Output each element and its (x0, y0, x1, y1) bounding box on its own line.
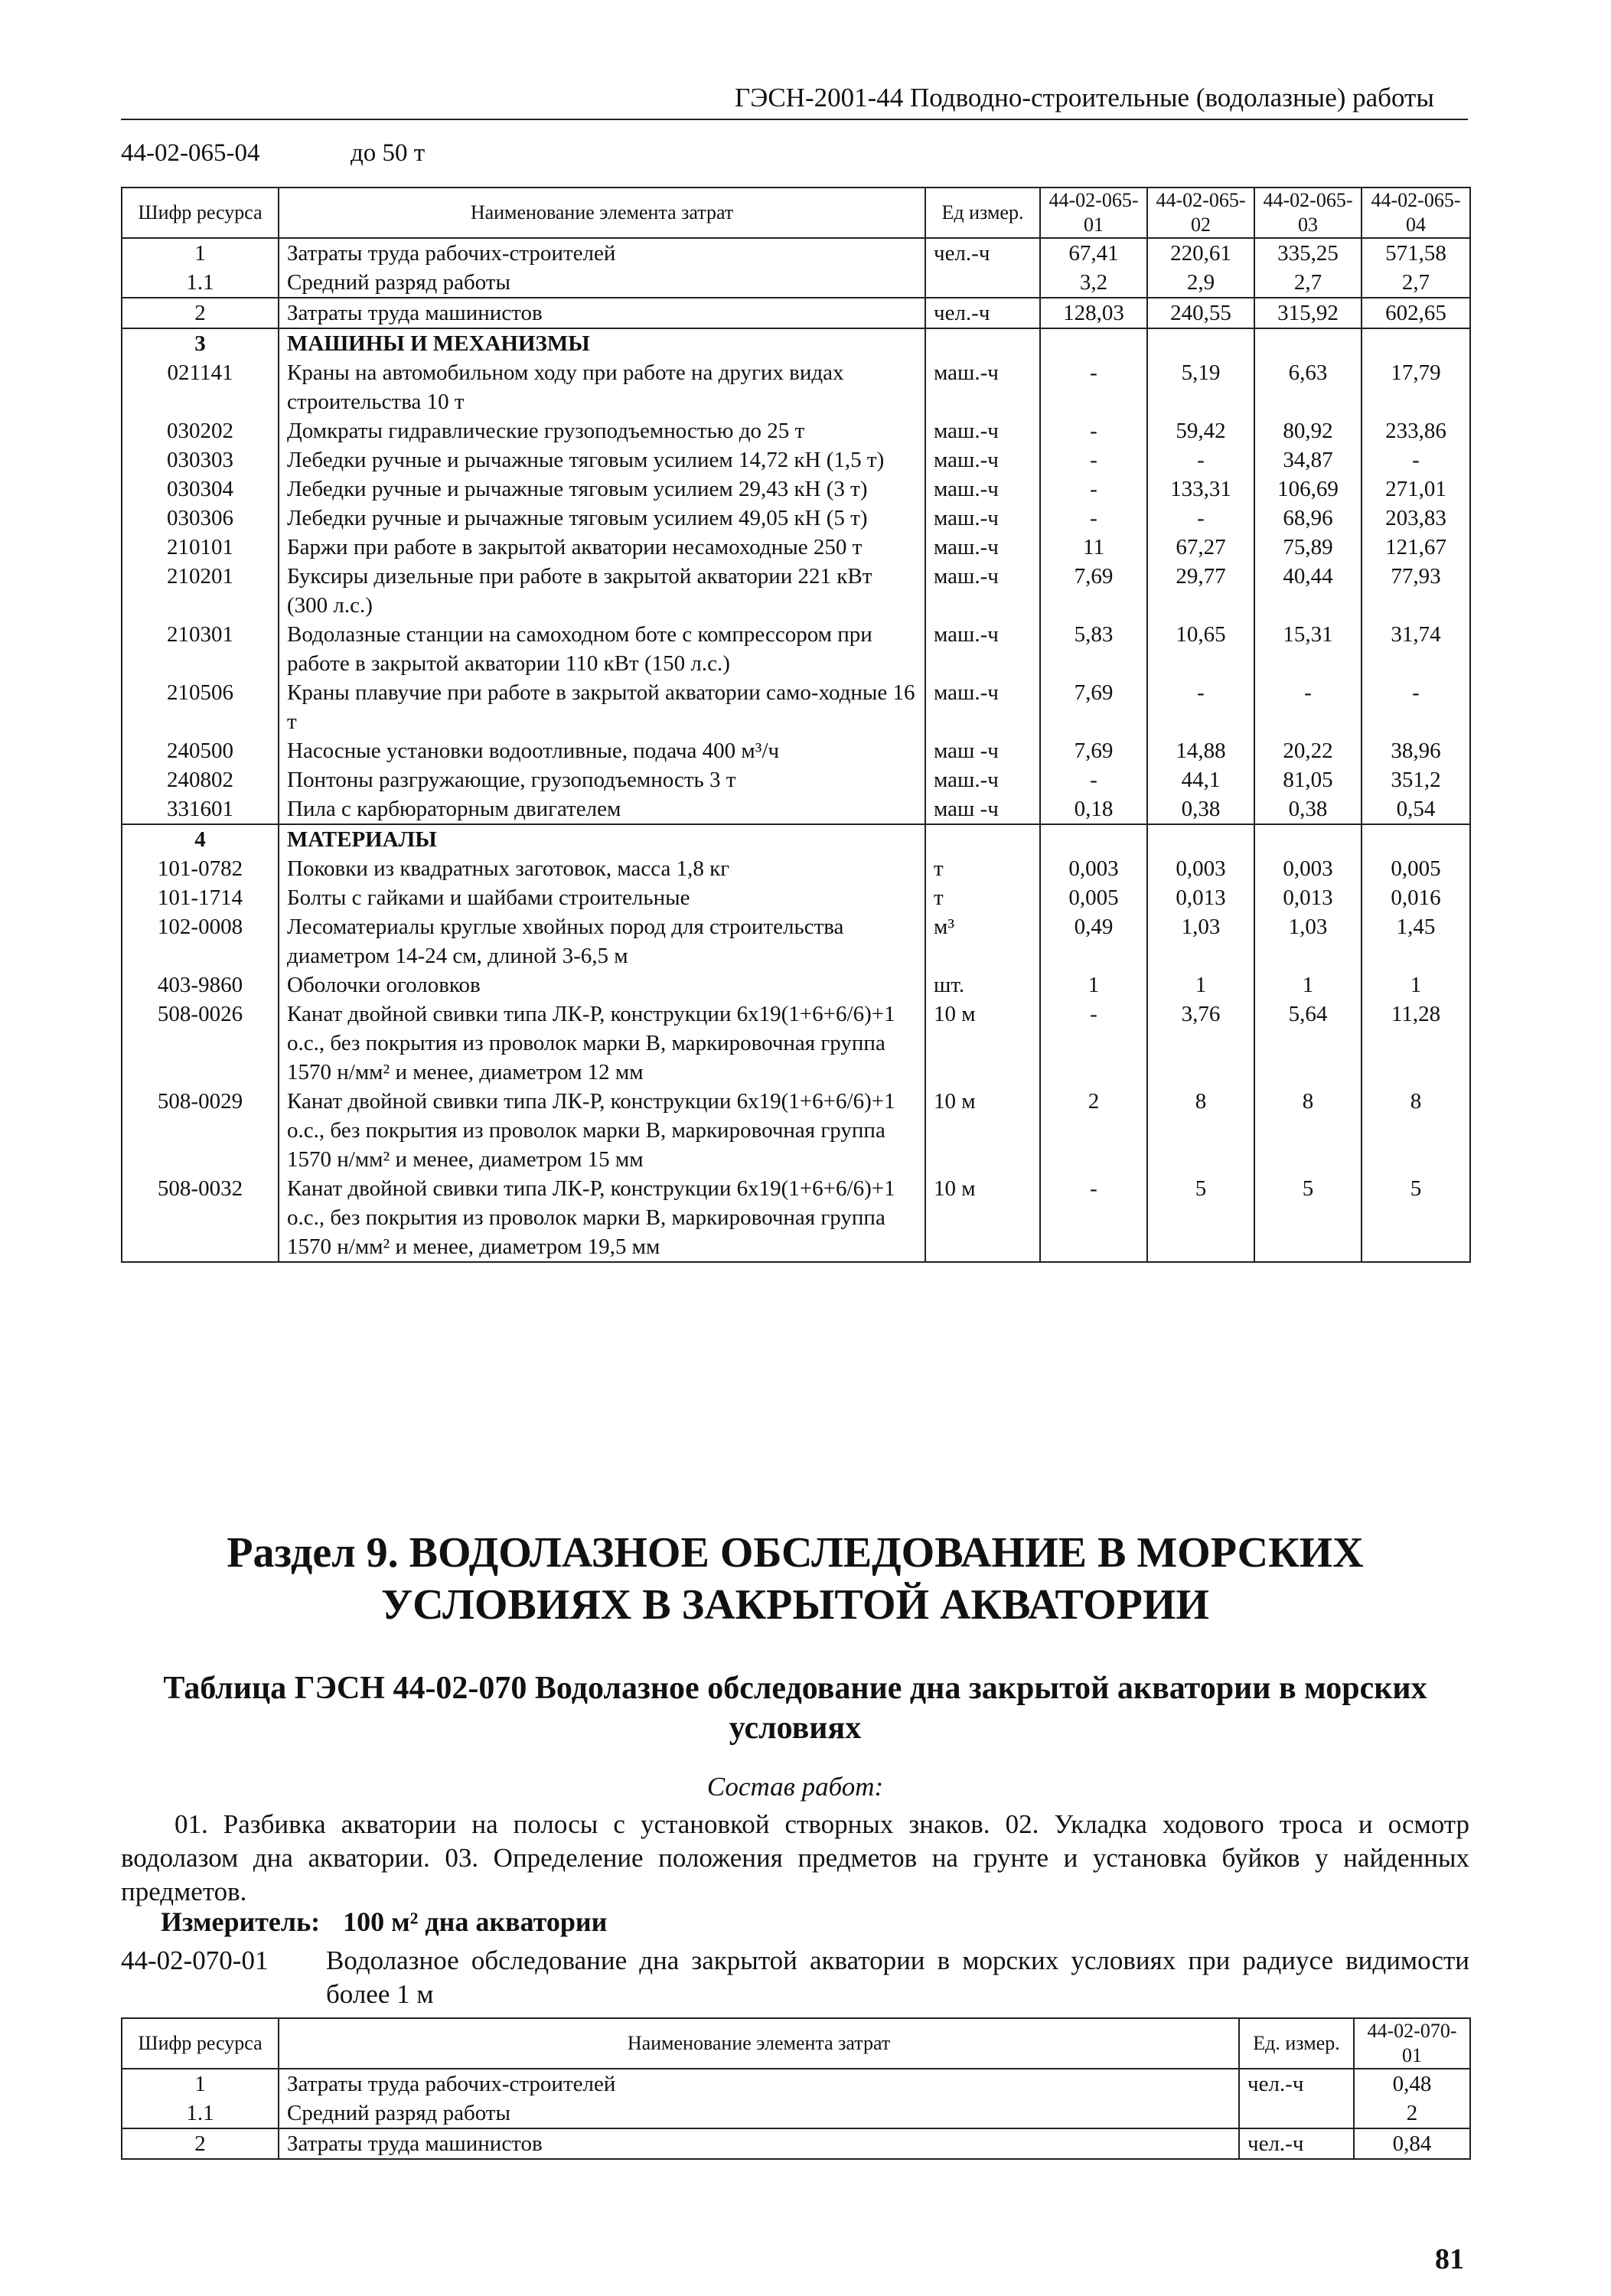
cell-unit: т (925, 854, 1040, 883)
table-header-row (122, 188, 1470, 238)
cell-value-3: 0,003 (1254, 854, 1362, 883)
cell-value-3: 335,25 (1254, 238, 1362, 268)
cell-value-4: - (1362, 445, 1470, 475)
cell-value-3: 68,96 (1254, 504, 1362, 533)
cell-value-1: 0,49 (1040, 912, 1147, 970)
cell-code: 403-9860 (122, 970, 279, 1000)
cell-code: 508-0029 (122, 1087, 279, 1174)
cell-value-1: 128,03 (1040, 298, 1147, 328)
cell-value-4: 11,28 (1362, 1000, 1470, 1087)
cell-unit (925, 268, 1040, 298)
table-row (122, 416, 1470, 445)
col-header-c2: 44-02-065-02 (1147, 188, 1254, 238)
cell-value-2: 29,77 (1147, 562, 1254, 620)
cell-code: 508-0026 (122, 1000, 279, 1087)
cell-code: 2 (122, 2128, 279, 2159)
table-title: Таблица ГЭСН 44-02-070 Водолазное обследование дна закрытой акватории в морских условиях (163, 1671, 1427, 1746)
cell-value-1: - (1040, 445, 1147, 475)
col-header-cipher: Шифр ресурса (122, 188, 279, 238)
cell-value-1: 5,83 (1040, 620, 1147, 678)
table-row (122, 504, 1470, 533)
cell-unit: 10 м (925, 1000, 1040, 1087)
cell-value-3: 80,92 (1254, 416, 1362, 445)
cell-value-1: 7,69 (1040, 678, 1147, 736)
cell-value-3: 75,89 (1254, 533, 1362, 562)
cell-name: Краны плавучие при работе в закрытой акватории само-ходные 16 т (279, 678, 925, 736)
meter-label: Измеритель: (161, 1906, 321, 1937)
cell-value-1: 7,69 (1040, 562, 1147, 620)
cell-unit: чел.-ч (925, 298, 1040, 328)
table-row (122, 562, 1470, 620)
cell-name: Средний разряд работы (279, 268, 925, 298)
cell-value-3: 1,03 (1254, 912, 1362, 970)
cell-value-3: 20,22 (1254, 736, 1362, 765)
cell-value-2: - (1147, 445, 1254, 475)
cell-code: 101-1714 (122, 883, 279, 912)
cell-value-3: 5,64 (1254, 1000, 1362, 1087)
works-composition-text: 01. Разбивка акватории на полосы с установкой створных знаков. 02. Укладка ходового троса и осмотр водолазом дна акватории. 03. Определение положения предметов на грунте и установка буйков у найденных предметов. (121, 1809, 1469, 1906)
table-row (122, 912, 1470, 970)
cell-unit: маш.-ч (925, 678, 1040, 736)
cell-value-1: 11 (1040, 533, 1147, 562)
cell-value-4: 17,79 (1362, 358, 1470, 416)
cell-value-3: 106,69 (1254, 475, 1362, 504)
table-row (122, 445, 1470, 475)
cell-value-3: 6,63 (1254, 358, 1362, 416)
cell-code: 210101 (122, 533, 279, 562)
cell-value-4: 571,58 (1362, 238, 1470, 268)
cell-name: Канат двойной свивки типа ЛК-Р, конструкции 6x19(1+6+6/6)+1 о.с., без покрытия из проволок марки В, маркировочная группа 1570 н/мм² и менее, диаметром 15 мм (279, 1087, 925, 1174)
cell-value-4: 77,93 (1362, 562, 1470, 620)
cell-code: 1.1 (122, 268, 279, 298)
cell-name: Затраты труда рабочих-строителей (279, 238, 925, 268)
cell-value-2: 133,31 (1147, 475, 1254, 504)
resources-table-065 (121, 187, 1471, 1263)
table-row (122, 1000, 1470, 1087)
cell-value-4: 271,01 (1362, 475, 1470, 504)
cell-value-1: - (1040, 475, 1147, 504)
cell-value-4: 1 (1362, 970, 1470, 1000)
cell-value-1: - (1040, 358, 1147, 416)
norm-code-desc: до 50 т (351, 139, 426, 167)
cell-name: Насосные установки водоотливные, подача 400 м³/ч (279, 736, 925, 765)
cell-value-3: 2,7 (1254, 268, 1362, 298)
cell-unit: м³ (925, 912, 1040, 970)
cell-value-1: 2 (1354, 2099, 1470, 2128)
section-title: Раздел 9. ВОДОЛАЗНОЕ ОБСЛЕДОВАНИЕ В МОРСКИХ УСЛОВИЯХ В ЗАКРЫТОЙ АКВАТОРИИ (227, 1529, 1364, 1629)
cell-value-4: 0,016 (1362, 883, 1470, 912)
cell-code: 1.1 (122, 2099, 279, 2128)
cell-name: Буксиры дизельные при работе в закрытой акватории 221 кВт (300 л.с.) (279, 562, 925, 620)
cell-unit: маш.-ч (925, 475, 1040, 504)
cell-value-2: 14,88 (1147, 736, 1254, 765)
cell-name: Лебедки ручные и рычажные тяговым усилием 14,72 кН (1,5 т) (279, 445, 925, 475)
norm-code: 44-02-065-04 (121, 139, 260, 167)
table-row (122, 358, 1470, 416)
cell-code: 240802 (122, 765, 279, 794)
cell-unit: маш.-ч (925, 765, 1040, 794)
resources-table-070 (121, 2017, 1471, 2160)
cell-unit: маш.-ч (925, 416, 1040, 445)
col-header-cipher: Шифр ресурса (122, 2018, 279, 2069)
cell-unit: маш.-ч (925, 562, 1040, 620)
cell-value-4: 351,2 (1362, 765, 1470, 794)
cell-code: 210301 (122, 620, 279, 678)
cell-name: Затраты труда машинистов (279, 298, 925, 328)
cell-value-4: 121,67 (1362, 533, 1470, 562)
cell-name: Водолазные станции на самоходном боте с компрессором при работе в закрытой акватории 110 кВт (150 л.с.) (279, 620, 925, 678)
cell-value-2: 44,1 (1147, 765, 1254, 794)
table-row (122, 854, 1470, 883)
cell-value-1: 0,84 (1354, 2128, 1470, 2159)
col-header-c1: 44-02-070-01 (1354, 2018, 1470, 2069)
col-header-c1: 44-02-065-01 (1040, 188, 1147, 238)
norm-code-070: 44-02-070-01 (121, 1945, 269, 1975)
cell-value-1: 0,005 (1040, 883, 1147, 912)
col-header-unit: Ед измер. (925, 188, 1040, 238)
cell-name: МАТЕРИАЛЫ (279, 824, 925, 854)
cell-value-2: - (1147, 678, 1254, 736)
cell-value-3: 0,013 (1254, 883, 1362, 912)
cell-code: 210506 (122, 678, 279, 736)
cell-code: 1 (122, 238, 279, 268)
cell-value-4 (1362, 824, 1470, 854)
table-row (122, 2069, 1470, 2099)
cell-value-2: 59,42 (1147, 416, 1254, 445)
cell-code: 102-0008 (122, 912, 279, 970)
cell-value-4: - (1362, 678, 1470, 736)
cell-value-4: 602,65 (1362, 298, 1470, 328)
cell-value-2: 8 (1147, 1087, 1254, 1174)
cell-name: Лебедки ручные и рычажные тяговым усилием 29,43 кН (3 т) (279, 475, 925, 504)
cell-value-4: 233,86 (1362, 416, 1470, 445)
cell-unit: 10 м (925, 1174, 1040, 1262)
table-row (122, 475, 1470, 504)
cell-value-1: 2 (1040, 1087, 1147, 1174)
cell-value-2: 0,003 (1147, 854, 1254, 883)
cell-code: 101-0782 (122, 854, 279, 883)
cell-value-3: 81,05 (1254, 765, 1362, 794)
norm-code-line (121, 139, 426, 168)
cell-code: 030202 (122, 416, 279, 445)
cell-value-1: 0,18 (1040, 794, 1147, 824)
cell-name: Краны на автомобильном ходу при работе на других видах строительства 10 т (279, 358, 925, 416)
cell-value-3: 5 (1254, 1174, 1362, 1262)
cell-value-1: 67,41 (1040, 238, 1147, 268)
cell-unit: шт. (925, 970, 1040, 1000)
cell-name: Средний разряд работы (279, 2099, 1239, 2128)
cell-unit: чел.-ч (1239, 2128, 1354, 2159)
table-row (122, 268, 1470, 298)
cell-value-2: 220,61 (1147, 238, 1254, 268)
cell-unit: маш -ч (925, 794, 1040, 824)
cell-value-4: 0,54 (1362, 794, 1470, 824)
cell-value-1 (1040, 328, 1147, 358)
cell-code: 508-0032 (122, 1174, 279, 1262)
table-row (122, 533, 1470, 562)
cell-code: 210201 (122, 562, 279, 620)
cell-unit (925, 328, 1040, 358)
cell-value-2: 3,76 (1147, 1000, 1254, 1087)
col-header-c3: 44-02-065-03 (1254, 188, 1362, 238)
cell-name: Канат двойной свивки типа ЛК-Р, конструкции 6x19(1+6+6/6)+1 о.с., без покрытия из проволок марки В, маркировочная группа 1570 н/мм² и менее, диаметром 19,5 мм (279, 1174, 925, 1262)
cell-value-2 (1147, 824, 1254, 854)
cell-value-2: 0,013 (1147, 883, 1254, 912)
meter-value: 100 м² дна акватории (343, 1906, 608, 1937)
cell-value-3 (1254, 824, 1362, 854)
table-row (122, 765, 1470, 794)
cell-unit (1239, 2099, 1354, 2128)
cell-value-4: 31,74 (1362, 620, 1470, 678)
running-header: ГЭСН-2001-44 Подводно-строительные (водолазные) работы (735, 83, 1434, 113)
cell-value-3: 34,87 (1254, 445, 1362, 475)
cell-name: Домкраты гидравлические грузоподъемностью до 25 т (279, 416, 925, 445)
table-row (122, 970, 1470, 1000)
cell-value-1 (1040, 824, 1147, 854)
table-row (122, 1174, 1470, 1262)
table-row (122, 298, 1470, 328)
cell-code: 4 (122, 824, 279, 854)
cell-name: Лесоматериалы круглые хвойных пород для строительства диаметром 14-24 см, длиной 3-6,5 м (279, 912, 925, 970)
page-number: 81 (1435, 2243, 1464, 2275)
cell-unit: 10 м (925, 1087, 1040, 1174)
cell-unit: маш.-ч (925, 358, 1040, 416)
cell-value-2: 10,65 (1147, 620, 1254, 678)
cell-name: Поковки из квадратных заготовок, масса 1,8 кг (279, 854, 925, 883)
cell-value-2: 0,38 (1147, 794, 1254, 824)
norm-code-desc-070: Водолазное обследование дна закрытой акватории в морских условиях при радиусе видимости более 1 м (326, 1945, 1469, 2009)
cell-unit (925, 824, 1040, 854)
cell-code: 3 (122, 328, 279, 358)
cell-code: 030304 (122, 475, 279, 504)
col-header-c4: 44-02-065-04 (1362, 188, 1470, 238)
cell-value-1: 0,003 (1040, 854, 1147, 883)
table-row (122, 736, 1470, 765)
cell-value-1: 3,2 (1040, 268, 1147, 298)
cell-value-2: 240,55 (1147, 298, 1254, 328)
cell-unit: чел.-ч (1239, 2069, 1354, 2099)
cell-code: 2 (122, 298, 279, 328)
cell-name: Баржи при работе в закрытой акватории несамоходные 250 т (279, 533, 925, 562)
cell-value-1: - (1040, 1000, 1147, 1087)
meter-line (161, 1906, 607, 1938)
cell-value-3: 8 (1254, 1087, 1362, 1174)
table-row (122, 2099, 1470, 2128)
cell-unit: т (925, 883, 1040, 912)
cell-name: Затраты труда рабочих-строителей (279, 2069, 1239, 2099)
cell-value-4: 0,005 (1362, 854, 1470, 883)
cell-unit: маш.-ч (925, 620, 1040, 678)
cell-unit: маш -ч (925, 736, 1040, 765)
cell-value-4: 1,45 (1362, 912, 1470, 970)
cell-name: Понтоны разгружающие, грузоподъемность 3 т (279, 765, 925, 794)
cell-code: 1 (122, 2069, 279, 2099)
cell-value-2: 1 (1147, 970, 1254, 1000)
cell-unit: маш.-ч (925, 533, 1040, 562)
cell-value-3: 315,92 (1254, 298, 1362, 328)
cell-value-3: - (1254, 678, 1362, 736)
cell-value-2: 5 (1147, 1174, 1254, 1262)
col-header-name: Наименование элемента затрат (279, 188, 925, 238)
cell-value-2: 5,19 (1147, 358, 1254, 416)
header-rule (121, 119, 1468, 120)
cell-unit: маш.-ч (925, 445, 1040, 475)
col-header-name: Наименование элемента затрат (279, 2018, 1239, 2069)
cell-value-2: 2,9 (1147, 268, 1254, 298)
cell-value-1: - (1040, 765, 1147, 794)
table-row (122, 2128, 1470, 2159)
cell-code: 030303 (122, 445, 279, 475)
cell-name: Оболочки оголовков (279, 970, 925, 1000)
cell-name: Лебедки ручные и рычажные тяговым усилием 49,05 кН (5 т) (279, 504, 925, 533)
table-row (122, 678, 1470, 736)
works-composition-label: Состав работ: (706, 1772, 884, 1802)
cell-value-4: 5 (1362, 1174, 1470, 1262)
table-row (122, 824, 1470, 854)
table-row (122, 794, 1470, 824)
cell-value-1: 7,69 (1040, 736, 1147, 765)
cell-value-1: 1 (1040, 970, 1147, 1000)
cell-name: Болты с гайками и шайбами строительные (279, 883, 925, 912)
cell-value-3: 1 (1254, 970, 1362, 1000)
cell-name: Пила с карбюраторным двигателем (279, 794, 925, 824)
col-header-unit: Ед. измер. (1239, 2018, 1354, 2069)
cell-value-1: - (1040, 1174, 1147, 1262)
cell-value-4: 2,7 (1362, 268, 1470, 298)
table-row (122, 238, 1470, 268)
cell-value-4: 8 (1362, 1087, 1470, 1174)
cell-name: МАШИНЫ И МЕХАНИЗМЫ (279, 328, 925, 358)
cell-code: 021141 (122, 358, 279, 416)
cell-value-3 (1254, 328, 1362, 358)
cell-value-1: - (1040, 504, 1147, 533)
cell-name: Затраты труда машинистов (279, 2128, 1239, 2159)
cell-value-4 (1362, 328, 1470, 358)
cell-value-2: 67,27 (1147, 533, 1254, 562)
table-row (122, 883, 1470, 912)
table-header-row (122, 2018, 1470, 2069)
cell-code: 030306 (122, 504, 279, 533)
cell-unit: маш.-ч (925, 504, 1040, 533)
table-row (122, 620, 1470, 678)
cell-value-4: 38,96 (1362, 736, 1470, 765)
cell-value-2: 1,03 (1147, 912, 1254, 970)
cell-code: 331601 (122, 794, 279, 824)
cell-value-1: 0,48 (1354, 2069, 1470, 2099)
cell-value-3: 0,38 (1254, 794, 1362, 824)
cell-value-2 (1147, 328, 1254, 358)
cell-value-3: 15,31 (1254, 620, 1362, 678)
cell-value-1: - (1040, 416, 1147, 445)
cell-value-3: 40,44 (1254, 562, 1362, 620)
cell-value-2: - (1147, 504, 1254, 533)
cell-name: Канат двойной свивки типа ЛК-Р, конструкции 6x19(1+6+6/6)+1 о.с., без покрытия из проволок марки В, маркировочная группа 1570 н/мм² и менее, диаметром 12 мм (279, 1000, 925, 1087)
cell-unit: чел.-ч (925, 238, 1040, 268)
cell-value-4: 203,83 (1362, 504, 1470, 533)
table-row (122, 1087, 1470, 1174)
cell-code: 240500 (122, 736, 279, 765)
table-row (122, 328, 1470, 358)
